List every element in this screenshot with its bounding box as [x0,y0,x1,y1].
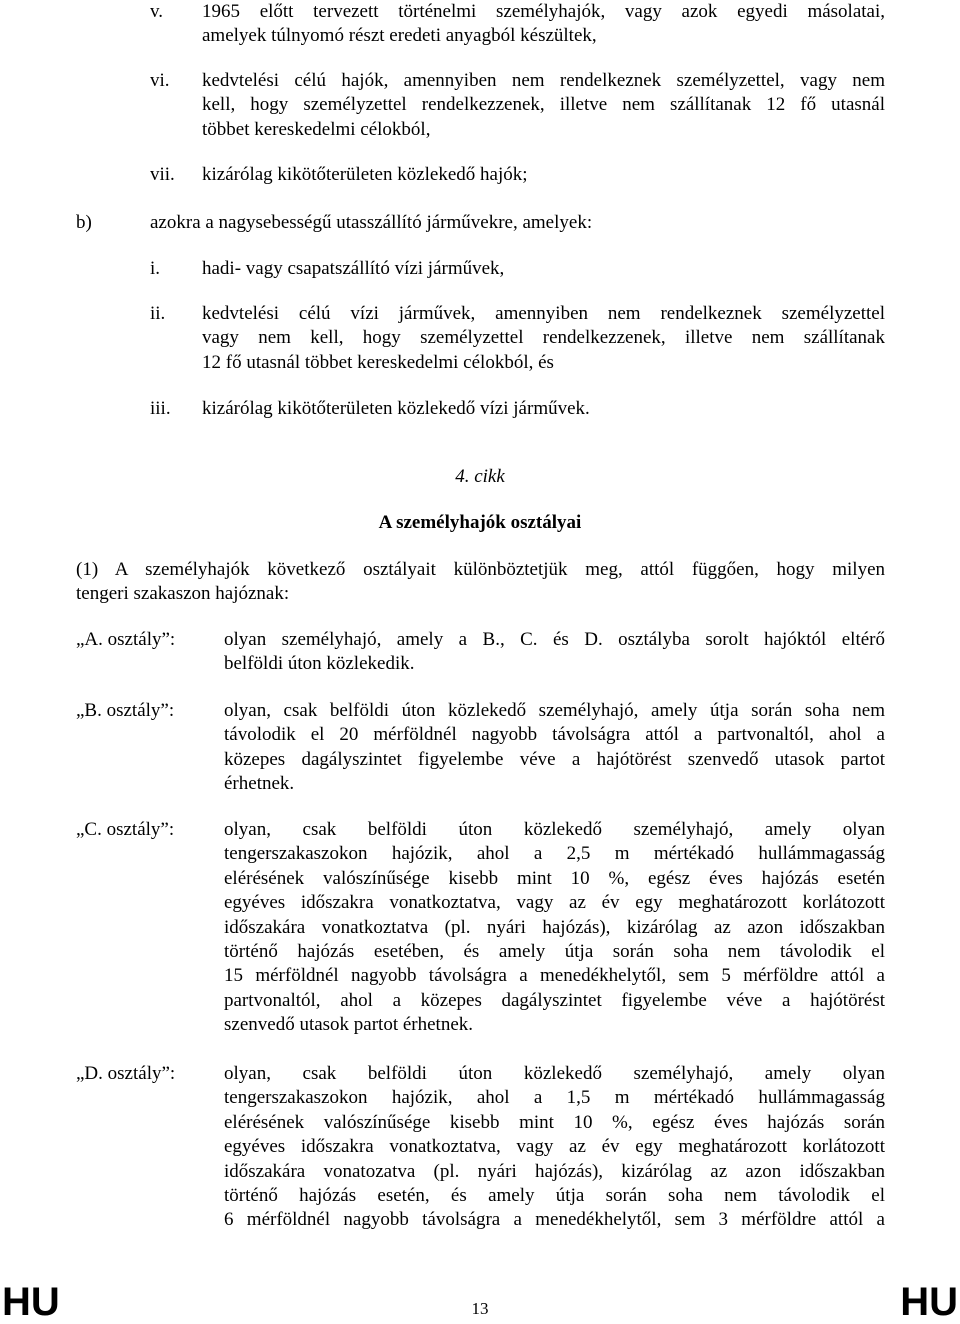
class-label: „D. osztály”: [76,1063,176,1084]
text-line: amelyek túlnyomó részt eredeti anyagból készültek, [202,25,597,47]
item-text [202,397,885,421]
text-line: egyéves időszakra vonatkoztatva, vagy az év egy meghatározott korlátozott [224,1136,885,1158]
text-line: belföldi úton közlekedik. [224,653,415,675]
item-text [202,163,885,187]
text-line: olyan személyhajó, amely a B., C. és D. osztályba sorolt hajóktól eltérő [224,629,885,650]
footer-language-code-left: HU [2,1280,60,1324]
text-line: kizárólag kikötőterületen közlekedő vízi járművek. [202,398,590,419]
text-line: elérésének valószínűsége kisebb mint 10 %, egész éves hajózás esetén [224,867,885,889]
item-number: iii. [150,398,171,419]
text-line: távolodik el 20 mérföldnél nagyobb távolságra attól a partvonaltól, ahol a [224,724,885,746]
text-line: tengeri szakaszon hajóznak: [76,583,290,605]
text-line: tengerszakaszokon hajózik, ahol a 2,5 m mértékadó hullámmagasság [224,843,885,865]
text-line: időszakára vonatkoztatva (pl. nyári hajózás), kizárólag az azon időszakban [224,916,885,938]
item-text [202,302,885,375]
article-intro [76,558,885,607]
text-line: kizárólag kikötőterületen közlekedő hajók; [202,164,528,185]
item-text [202,257,885,281]
item-number: ii. [150,303,166,324]
text-line: vagy nem kell, hogy személyzettel rendelkezzenek, illetve nem szállítanak [202,327,885,349]
text-line: 1965 előtt tervezett történelmi személyhajók, vagy azok egyedi másolatai, [202,1,885,22]
text-line: kedvtelési célú vízi járművek, amennyiben nem rendelkeznek személyzettel [202,303,885,324]
class-label: „C. osztály”: [76,819,175,840]
text-line: közepes dagályszintet figyelembe véve a hajótörést szenvedő utasok partot [224,748,885,770]
footer-language-code-right: HU [900,1280,958,1324]
class-label: „A. osztály”: [76,629,176,650]
class-text [224,1062,885,1233]
article-title: A személyhajók osztályai [378,512,582,533]
item-text [202,69,885,142]
text-line: szenvedő utasok partot érhetnek. [224,1014,474,1036]
text-line: kedvtelési célú hajók, amennyiben nem rendelkeznek személyzettel, vagy nem [202,70,885,91]
text-line: történő hajózás esetében, és amely útja során soha nem távolodik el [224,941,885,963]
text-line: történő hajózás esetén, és amely útja során soha nem távolodik el [224,1185,885,1207]
text-line: partvonaltól, ahol a közepes dagályszintet figyelembe véve a hajótörést [224,989,885,1011]
text-line: 6 mérföldnél nagyobb távolságra a menedékhelytől, sem 3 mérföldre attól a [224,1209,885,1231]
item-number: v. [150,1,164,22]
text-line: (1) A személyhajók következő osztályait különböztetjük meg, attól függően, hogy milyen [76,559,885,580]
text-line: 15 mérföldnél nagyobb távolságra a menedékhelytől, sem 5 mérföldre attól a [224,965,885,987]
point-text: azokra a nagysebességű utasszállító járművekre, amelyek: [150,212,593,233]
point-label: b) [76,212,92,233]
page-number: 13 [471,1299,489,1318]
text-line: olyan, csak belföldi úton közlekedő személyhajó, amely útja során soha nem [224,700,885,721]
class-text [224,818,885,1038]
class-text [224,628,885,677]
text-line: elérésének valószínűsége kisebb mint 10 %, egész éves hajózás során [224,1111,885,1133]
text-line: kell, hogy személyzettel rendelkezzenek, illetve nem szállítanak 12 fő utasnál [202,94,885,116]
text-line: 12 fő utasnál többet kereskedelmi célokból, és [202,351,554,373]
item-number: vii. [150,164,175,185]
text-line: tengerszakaszokon hajózik, ahol a 1,5 m mértékadó hullámmagasság [224,1087,885,1109]
text-line: időszakára vonatozatva (pl. nyári hajózás), kizárólag az azon időszakban [224,1160,885,1182]
text-line: többet kereskedelmi célokból, [202,118,431,140]
item-number: vi. [150,70,170,91]
text-line: érhetnek. [224,773,295,795]
text-line: olyan, csak belföldi úton közlekedő személyhajó, amely olyan [224,1063,885,1084]
class-label: „B. osztály”: [76,700,175,721]
text-line: egyéves időszakra vonatkoztatva, vagy az év egy meghatározott korlátozott [224,892,885,914]
text-line: olyan, csak belföldi úton közlekedő személyhajó, amely olyan [224,819,885,840]
class-text [224,699,885,797]
text-line: hadi- vagy csapatszállító vízi járművek, [202,258,505,279]
article-number: 4. cikk [455,466,505,487]
item-number: i. [150,258,161,279]
item-text [202,0,885,49]
